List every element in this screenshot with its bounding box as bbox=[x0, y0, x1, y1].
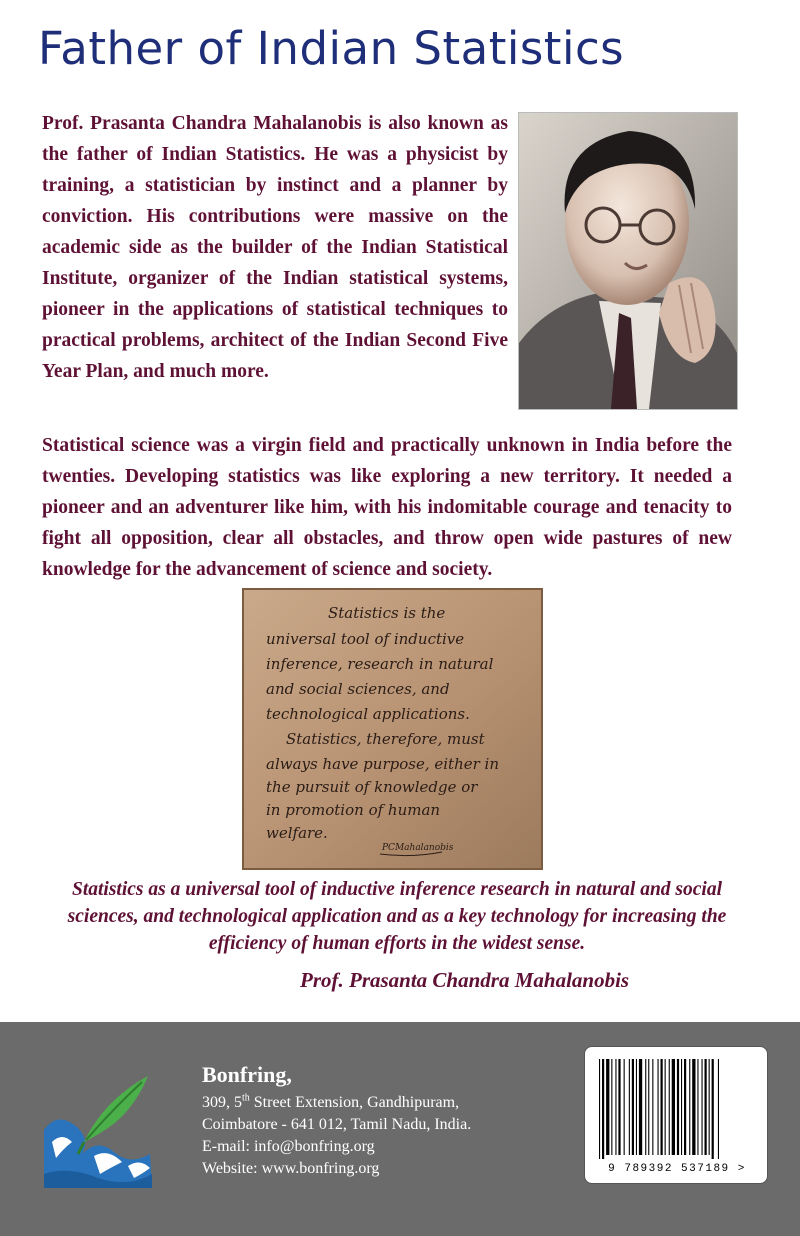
quote-text: Statistics as a universal tool of inductive inference research in natural and social sciences, and technological application and as a key technology for increasing the efficiency of human efforts in the widest sense. bbox=[67, 879, 727, 954]
barcode-bar bbox=[661, 1059, 663, 1155]
barcode-bar bbox=[652, 1059, 653, 1155]
barcode-bar bbox=[606, 1059, 609, 1155]
barcode-bar bbox=[681, 1059, 682, 1155]
page-title: Father of Indian Statistics bbox=[38, 22, 625, 75]
website-line: Website: www.bonfring.org bbox=[202, 1160, 380, 1177]
manuscript-line: in promotion of human bbox=[266, 801, 441, 819]
publisher-name: Bonfring, bbox=[202, 1062, 292, 1087]
handwritten-manuscript bbox=[242, 588, 543, 870]
portrait-image bbox=[519, 113, 737, 409]
manuscript-line: welfare. bbox=[266, 824, 328, 842]
bonfring-logo bbox=[38, 1070, 158, 1188]
city-line: Coimbatore - 641 012, Tamil Nadu, India. bbox=[202, 1116, 472, 1133]
portrait-photo bbox=[518, 112, 738, 410]
barcode-bar bbox=[639, 1059, 642, 1155]
barcode-bar bbox=[677, 1059, 679, 1155]
manuscript-image bbox=[242, 588, 543, 870]
barcode-bar bbox=[632, 1059, 634, 1155]
manuscript-line: always have purpose, either in bbox=[266, 755, 499, 773]
barcode-bar bbox=[599, 1059, 600, 1159]
intro-paragraph: Prof. Prasanta Chandra Mahalanobis is also known as the father of Indian Statistics. He was a physicist by training, a statistician by instinct and a planner by conviction. His contributions were massive on the academic side as the builder of the Indian Statistical Institute, organizer of the Indian statistical systems, pioneer in the applications of statistical techniques to practical problems, architect of the Indian Second Five Year Plan, and much more. bbox=[42, 113, 508, 382]
barcode-bar bbox=[636, 1059, 637, 1155]
manuscript-line: and social sciences, and bbox=[266, 680, 450, 698]
barcode-bar bbox=[629, 1059, 630, 1155]
barcode-bar bbox=[618, 1059, 620, 1155]
isbn-barcode bbox=[584, 1046, 768, 1184]
barcode-bars bbox=[597, 1059, 755, 1165]
barcode-bar bbox=[665, 1059, 666, 1155]
barcode-bar bbox=[709, 1059, 710, 1155]
barcode-bar bbox=[672, 1059, 675, 1155]
barcode-digits: 9 789392 537189 > bbox=[608, 1163, 746, 1175]
barcode-bar bbox=[648, 1059, 649, 1155]
address-number: 309, 5 bbox=[202, 1094, 242, 1111]
barcode-bar bbox=[624, 1059, 625, 1155]
barcode-bar bbox=[718, 1059, 719, 1159]
barcode-bar bbox=[697, 1059, 698, 1155]
barcode-bar bbox=[684, 1059, 686, 1155]
address-line bbox=[202, 1092, 582, 1114]
email-line: E-mail: info@bonfring.org bbox=[202, 1138, 375, 1155]
manuscript-line: the pursuit of knowledge or bbox=[266, 778, 478, 796]
publisher-address bbox=[202, 1062, 582, 1180]
address-street: Street Extension, Gandhipuram, bbox=[249, 1094, 460, 1111]
quill-wave-icon bbox=[38, 1070, 158, 1188]
barcode-bar bbox=[602, 1059, 604, 1159]
manuscript-line: technological applications. bbox=[266, 705, 470, 723]
barcode-bar bbox=[645, 1059, 646, 1155]
barcode-bar bbox=[712, 1059, 714, 1159]
barcode-bar bbox=[658, 1059, 659, 1155]
manuscript-line: inference, research in natural bbox=[266, 655, 494, 673]
manuscript-line: Statistics is the bbox=[328, 604, 446, 622]
manuscript-line: Statistics, therefore, must bbox=[286, 730, 485, 748]
barcode-bar bbox=[615, 1059, 616, 1155]
second-paragraph: Statistical science was a virgin field and practically unknown in India before the twenties. Developing statistics was like exploring a new territory. It needed a pioneer and an adventurer like him, with his indomitable courage and tenacity to fight all opposition, clear all obstacles, and throw open wide pastures of new knowledge for the advancement of science and society. bbox=[42, 435, 732, 580]
manuscript-signature: PCMahalanobis bbox=[382, 843, 454, 853]
manuscript-line: universal tool of inductive bbox=[266, 630, 465, 648]
barcode-bar bbox=[611, 1059, 612, 1155]
quote-author: Prof. Prasanta Chandra Mahalanobis bbox=[300, 968, 630, 992]
barcode-bar bbox=[689, 1059, 690, 1155]
barcode-bar bbox=[702, 1059, 703, 1155]
barcode-bar bbox=[692, 1059, 695, 1155]
address-superscript: th bbox=[242, 1092, 250, 1104]
publisher-footer bbox=[0, 1022, 800, 1236]
barcode-bar bbox=[669, 1059, 670, 1155]
barcode-bar bbox=[705, 1059, 707, 1155]
